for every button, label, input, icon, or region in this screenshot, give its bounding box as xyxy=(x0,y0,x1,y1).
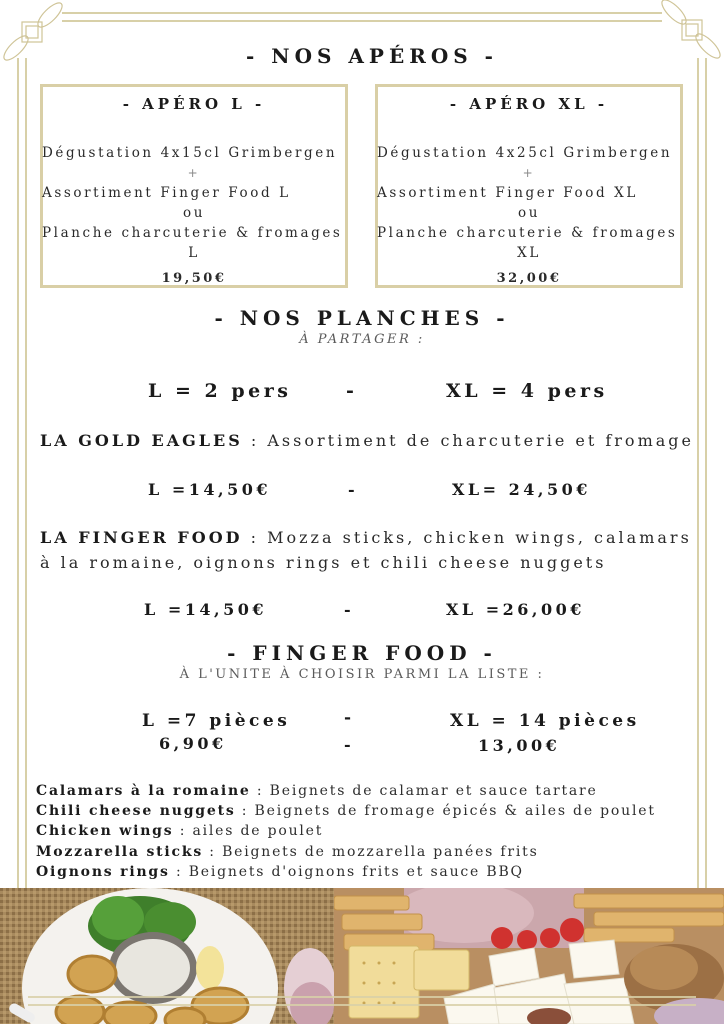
apero-xl-title: - APÉRO XL - xyxy=(449,95,609,113)
frame-left-outer xyxy=(17,58,19,964)
list-item xyxy=(36,842,656,862)
finger-food-separator-2: - xyxy=(344,735,355,754)
finger-food-list xyxy=(36,781,656,882)
apero-xl-board: Planche charcuterie & fromages xyxy=(377,225,678,241)
planches-title: - NOS PLANCHES - xyxy=(214,306,510,330)
list-item xyxy=(36,821,656,841)
gold-eagles-price-xl: XL= 24,50€ xyxy=(452,480,591,499)
item-description: : Beignets de fromage épicés & ailes de poulet xyxy=(235,803,656,820)
item-name: Mozzarella sticks xyxy=(36,843,204,860)
item-description: : ailes de poulet xyxy=(173,823,324,840)
planches-size-xl: XL = 4 pers xyxy=(446,380,608,402)
item-description: : Beignets de calamar et sauce tartare xyxy=(250,783,598,799)
item-name: Chicken wings xyxy=(36,823,174,840)
apero-xl-board-size: XL xyxy=(517,245,541,261)
finger-food-board-text: : Mozza sticks, chicken wings, calamars à la romaine, oignons rings et chili cheese nuggets xyxy=(40,528,692,572)
frame-bottom-inner xyxy=(28,1004,696,1006)
gold-eagles-separator: - xyxy=(348,480,359,499)
apero-xl-card xyxy=(375,84,683,288)
finger-food-subtitle: À L'UNITE À CHOISIR PARMI LA LISTE : xyxy=(179,667,545,682)
list-item xyxy=(36,801,656,821)
apero-xl-finger-food: Assortiment Finger Food XL xyxy=(377,185,638,201)
aperos-title: - NOS APÉROS - xyxy=(246,44,498,68)
frame-top-outer xyxy=(62,12,662,14)
planches-subtitle: À PARTAGER : xyxy=(299,332,425,347)
planches-size-separator: - xyxy=(346,380,358,402)
item-name: Oignons rings xyxy=(36,863,170,880)
apero-xl-tasting: Dégustation 4x25cl Grimbergen xyxy=(377,145,673,161)
finger-food-board-name: LA FINGER FOOD xyxy=(40,528,243,547)
finger-food-board-price-xl: XL =26,00€ xyxy=(446,600,585,619)
list-item xyxy=(36,781,656,801)
finger-food-board-description xyxy=(40,525,694,575)
frame-left-inner xyxy=(25,58,27,964)
finger-food-board-separator: - xyxy=(344,600,355,619)
apero-xl-price: 32,00€ xyxy=(496,271,562,286)
apero-xl-plus: + xyxy=(522,166,536,180)
apero-l-finger-food: Assortiment Finger Food L xyxy=(42,185,291,201)
gold-eagles-description xyxy=(40,428,694,453)
apero-l-or: ou xyxy=(182,205,206,221)
frame-right-inner xyxy=(697,58,699,964)
finger-food-l-price: 6,90€ xyxy=(159,734,227,753)
finger-food-separator-1: - xyxy=(344,708,355,728)
item-description: : Beignets de mozzarella panées frits xyxy=(203,843,539,860)
finger-food-title: - FINGER FOOD - xyxy=(227,641,497,665)
finger-food-xl-price: 13,00€ xyxy=(478,736,561,755)
apero-l-tasting: Dégustation 4x15cl Grimbergen xyxy=(42,145,338,161)
item-description: : Beignets d'oignons frits et sauce BBQ xyxy=(169,863,524,880)
apero-xl-or: ou xyxy=(517,205,541,221)
frame-right-outer xyxy=(705,58,707,964)
item-name: Chili cheese nuggets xyxy=(36,803,236,820)
apero-l-board-size: L xyxy=(188,245,200,261)
finger-food-board-price-l: L =14,50€ xyxy=(144,600,267,619)
frame-top-inner xyxy=(62,20,662,22)
apero-l-title: - APÉRO L - xyxy=(122,95,266,113)
apero-l-plus: + xyxy=(187,166,201,180)
finger-food-xl-quantity: XL = 14 pièces xyxy=(450,711,640,731)
apero-l-board: Planche charcuterie & fromages xyxy=(42,225,343,241)
finger-food-l-quantity: L =7 pièces xyxy=(142,711,291,731)
apero-l-price: 19,50€ xyxy=(161,271,227,286)
item-name: Calamars à la romaine xyxy=(36,783,251,799)
apero-l-card xyxy=(40,84,348,288)
planches-size-l: L = 2 pers xyxy=(148,380,292,402)
list-item xyxy=(36,862,656,882)
gold-eagles-text: : Assortiment de charcuterie et fromage xyxy=(242,431,694,450)
gold-eagles-price-l: L =14,50€ xyxy=(148,480,271,499)
frame-bottom-outer xyxy=(28,996,696,998)
gold-eagles-name: LA GOLD EAGLES xyxy=(40,431,243,450)
